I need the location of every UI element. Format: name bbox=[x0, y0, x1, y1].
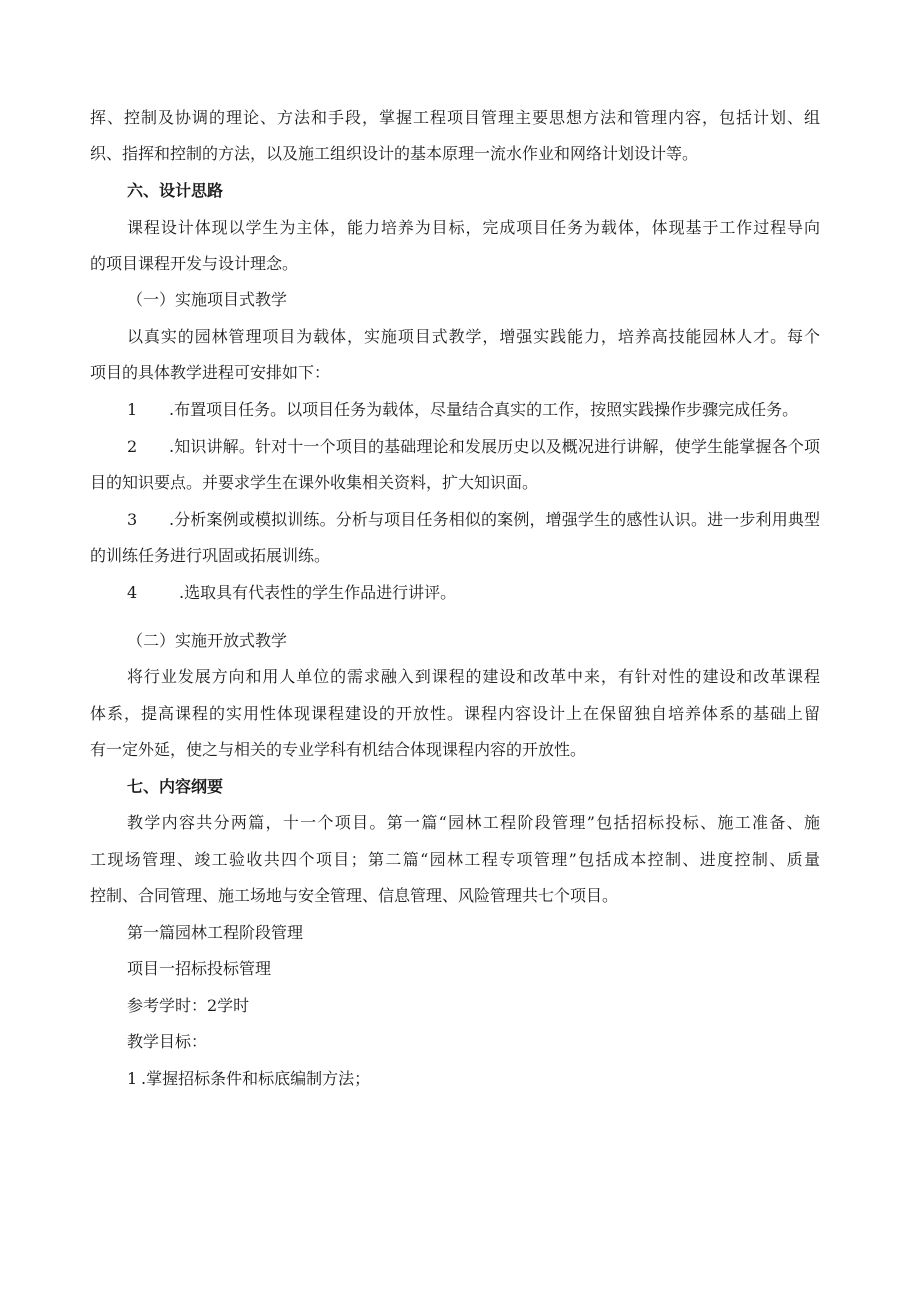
list-item-2 bbox=[127, 437, 820, 457]
subsection-1-heading: （一）实施项目式教学 bbox=[127, 290, 288, 309]
section-6-heading: 六、设计思路 bbox=[127, 181, 224, 200]
list-item-1-number: 1 bbox=[127, 400, 138, 419]
list-item-2-text: .知识讲解。针对十一个项目的基础理论和发展历史以及概况进行讲解，使学生能掌握各个项 bbox=[169, 437, 820, 456]
list-item-3-number: 3 bbox=[127, 510, 138, 529]
subsection-1-para-line-2: 项目的具体教学进程可安排如下： bbox=[90, 363, 331, 382]
list-item-4-text: .选取具有代表性的学生作品进行讲评。 bbox=[179, 583, 457, 602]
list-item-2-number: 2 bbox=[127, 437, 138, 456]
list-item-3-line-2: 的训练任务进行巩固或拓展训练。 bbox=[90, 546, 331, 565]
section-7-para-line-1: 教学内容共分两篇，十一个项目。第一篇“园林工程阶段管理”包括招标投标、施工准备、施 bbox=[127, 813, 820, 832]
section-7-para-line-2: 工现场管理、竣工验收共四个项目；第二篇“园林工程专项管理”包括成本控制、进度控制、质量 bbox=[90, 850, 820, 869]
subsection-2-heading: （二）实施开放式教学 bbox=[127, 631, 288, 650]
subsection-1-para-line-1: 以真实的园林管理项目为载体，实施项目式教学，增强实践能力，培养高技能园林人才。每个 bbox=[127, 327, 820, 346]
section-7-para-line-3: 控制、合同管理、施工场地与安全管理、信息管理、风险管理共七个项目。 bbox=[90, 886, 619, 905]
subsection-2-para-line-3: 有一定外延，使之与相关的专业学科有机结合体现课程内容的开放性。 bbox=[90, 740, 587, 759]
list-item-4-number: 4 bbox=[127, 583, 138, 602]
teaching-goals-label: 教学目标： bbox=[127, 1032, 208, 1051]
section-7-heading: 七、内容纲要 bbox=[127, 777, 224, 796]
section-6-para-line-1: 课程设计体现以学生为主体，能力培养为目标，完成项目任务为载体，体现基于工作过程导向 bbox=[127, 218, 820, 237]
list-item-2-line-2: 目的知识要点。并要求学生在课外收集相关资料，扩大知识面。 bbox=[90, 473, 539, 492]
goal-item-1-text: .掌握招标条件和标底编制方法； bbox=[141, 1069, 371, 1088]
intro-line-1: 挥、控制及协调的理论、方法和手段，掌握工程项目管理主要思想方法和管理内容，包括计划、组 bbox=[90, 108, 820, 127]
section-6-para-line-2: 的项目课程开发与设计理念。 bbox=[90, 254, 299, 273]
part-1-title: 第一篇园林工程阶段管理 bbox=[127, 923, 304, 942]
list-item-1-text: .布置项目任务。以项目任务为载体，尽量结合真实的工作，按照实践操作步骤完成任务。 bbox=[169, 400, 799, 419]
goal-item-1-number: 1 bbox=[127, 1069, 138, 1088]
list-item-3 bbox=[127, 510, 820, 530]
subsection-2-para-line-1: 将行业发展方向和用人单位的需求融入到课程的建设和改革中来，有针对性的建设和改革课程 bbox=[127, 667, 820, 686]
intro-line-2: 织、指挥和控制的方法，以及施工组织设计的基本原理一流水作业和网络计划设计等。 bbox=[90, 144, 699, 163]
subsection-2-para-line-2: 体系，提高课程的实用性体现课程建设的开放性。课程内容设计上在保留独自培养体系的基础上留 bbox=[90, 704, 820, 723]
goal-item-1 bbox=[127, 1069, 370, 1089]
list-item-3-text: .分析案例或模拟训练。分析与项目任务相似的案例，增强学生的感性认识。进一步利用典型 bbox=[169, 510, 820, 529]
project-1-title: 项目一招标投标管理 bbox=[127, 959, 272, 978]
list-item-4 bbox=[127, 583, 456, 603]
list-item-1 bbox=[127, 400, 798, 420]
reference-hours: 参考学时：2学时 bbox=[127, 996, 250, 1015]
